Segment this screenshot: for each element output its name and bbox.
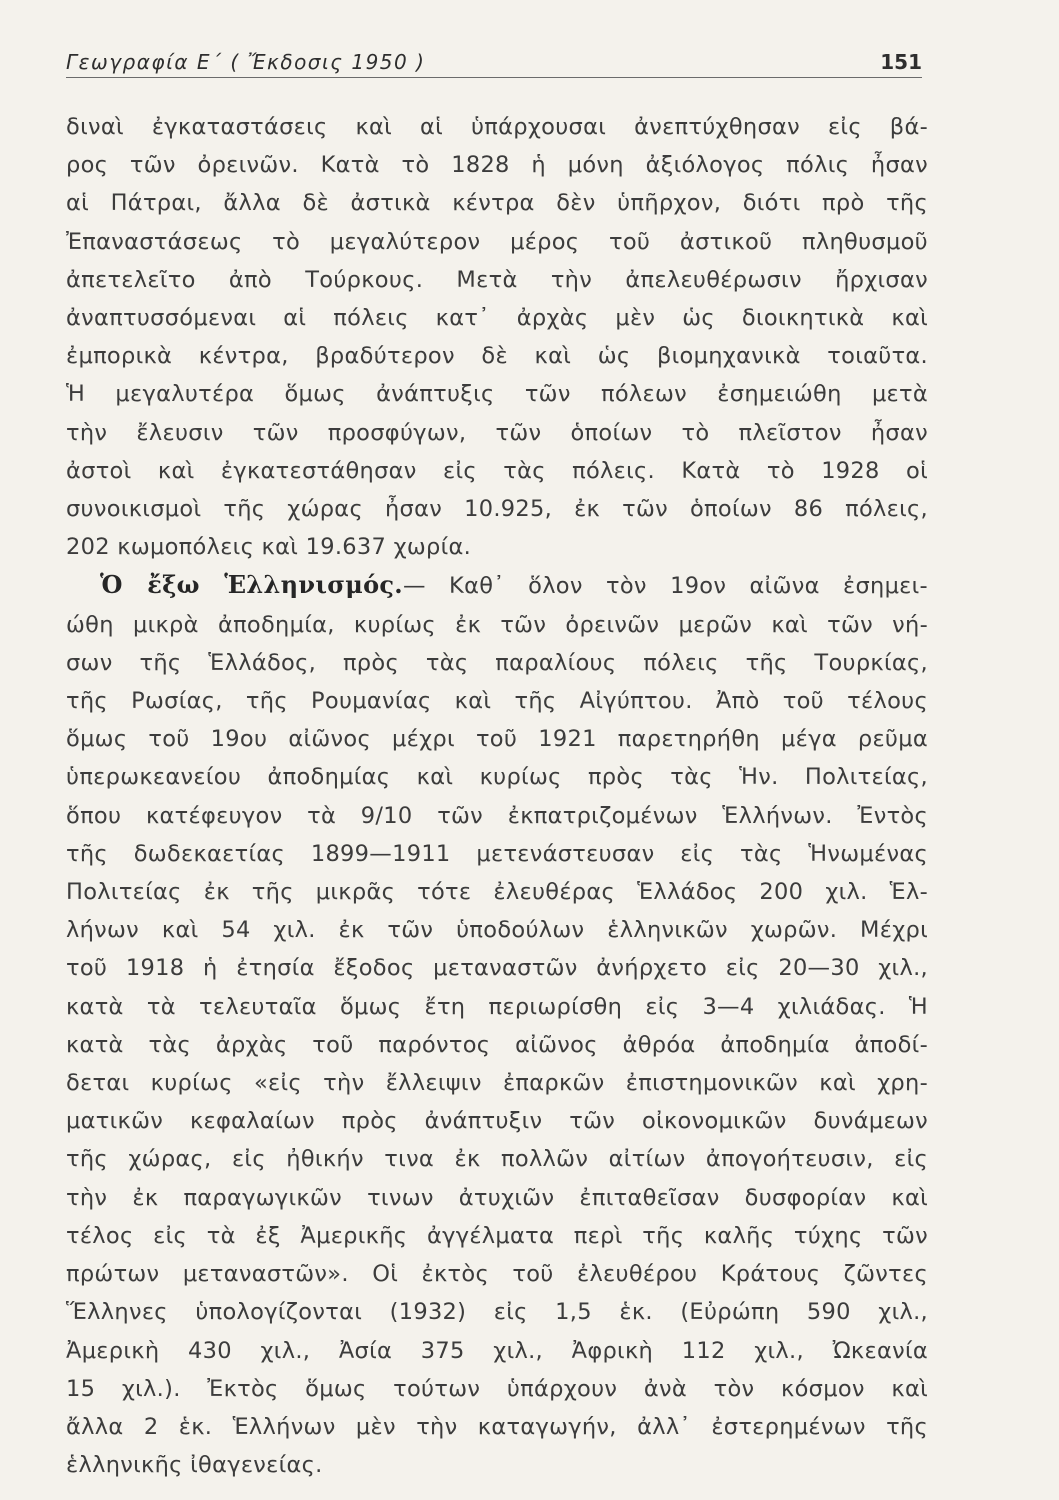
text-line: Ἐπαναστάσεως τὸ μεγαλύτερον μέρος τοῦ ἀστικοῦ πληθυσμοῦ [66,228,928,255]
section-first-line [66,566,928,605]
text-line: τῆς χώρας, εἰς ἠθικήν τινα ἐκ πολλῶν αἰτίων ἀπογοήτευσιν, εἰς [66,1146,928,1173]
page-number: 151 [880,50,922,74]
text-line: ἐμπορικὰ κέντρα, βραδύτερον δὲ καὶ ὡς βιομηχανικὰ τοιαῦτα. [66,343,928,370]
text-line: τῆς δωδεκαετίας 1899—1911 μετενάστευσαν εἰς τὰς Ἡνωμένας [66,840,928,867]
paragraph-cities [66,108,928,566]
text-line: τῆς Ρωσίας, τῆς Ρουμανίας καὶ τῆς Αἰγύπτου. Ἀπὸ τοῦ τέλους [66,688,928,715]
text-line: τὴν ἐκ παραγωγικῶν τινων ἀτυχιῶν ἐπιταθεῖσαν δυσφορίαν καὶ [66,1184,928,1211]
text-line: ὑπερωκεανείου ἀποδημίας καὶ κυρίως πρὸς τὰς Ἡν. Πολιτείας, [66,764,928,791]
text-line: κατὰ τὰ τελευταῖα ὅμως ἔτη περιωρίσθη εἰς 3—4 χιλιάδας. Ἡ [66,993,928,1020]
text-line: 202 κωμοπόλεις καὶ 19.637 χωρία. [66,534,472,561]
text-line: Ἕλληνες ὑπολογίζονται (1932) εἰς 1,5 ἑκ. (Εὐρώπη 590 χιλ., [66,1299,928,1326]
text-line: δεται κυρίως «εἰς τὴν ἔλλειψιν ἐπαρκῶν ἐπιστημονικῶν καὶ χρη- [66,1070,928,1097]
text-line: λήνων καὶ 54 χιλ. ἐκ τῶν ὑποδούλων ἑλληνικῶν χωρῶν. Μέχρι [66,917,928,944]
text-line: Ἀμερικὴ 430 χιλ., Ἀσία 375 χιλ., Ἀφρικὴ 112 χιλ., Ὠκεανία [66,1337,928,1364]
text-line: ἄλλα 2 ἑκ. Ἑλλήνων μὲν τὴν καταγωγήν, ἀλλ᾽ ἐστερημένων τῆς [66,1413,928,1440]
text-line: κατὰ τὰς ἀρχὰς τοῦ παρόντος αἰῶνος ἀθρόα ἀποδημία ἀποδί- [66,1031,928,1058]
text-line: σων τῆς Ἑλλάδος, πρὸς τὰς παραλίους πόλεις τῆς Τουρκίας, [66,649,928,676]
text-line: αἱ Πάτραι, ἄλλα δὲ ἀστικὰ κέντρα δὲν ὑπῆρχον, διότι πρὸ τῆς [66,190,928,217]
text-line: τὴν ἔλευσιν τῶν προσφύγων, τῶν ὁποίων τὸ πλεῖστον ἦσαν [66,419,928,446]
text-line: ματικῶν κεφαλαίων πρὸς ἀνάπτυξιν τῶν οἰκονομικῶν δυνάμεων [66,1108,928,1135]
text-line: ὅμως τοῦ 19ου αἰῶνος μέχρι τοῦ 1921 παρετηρήθη μέγα ρεῦμα [66,726,928,753]
section-title: Ὁ ἔξω Ἑλληνισμός. [100,570,403,600]
text-line: ἀπετελεῖτο ἀπὸ Τούρκους. Μετὰ τὴν ἀπελευθέρωσιν ἤρχισαν [66,266,928,293]
text-line: ὅπου κατέφευγον τὰ 9/10 τῶν ἐκπατριζομένων Ἑλλήνων. Ἐντὸς [66,802,928,829]
text-line: πρώτων μεταναστῶν». Οἱ ἐκτὸς τοῦ ἐλευθέρου Κράτους ζῶντες [66,1261,928,1288]
page-header [66,50,922,78]
text-line: ἑλληνικῆς ἰθαγενείας. [66,1452,323,1479]
text-line: Ἡ μεγαλυτέρα ὅμως ἀνάπτυξις τῶν πόλεων ἐσημειώθη μετὰ [66,381,928,408]
text-line: Πολιτείας ἐκ τῆς μικρᾶς τότε ἐλευθέρας Ἑλλάδος 200 χιλ. Ἑλ- [66,879,928,906]
text-line: 15 χιλ.). Ἐκτὸς ὅμως τούτων ὑπάρχουν ἀνὰ τὸν κόσμον καὶ [66,1375,928,1402]
section-first-line-text: — Καθ᾽ ὅλον τὸν 19ον αἰῶνα ἐσημει- [402,573,928,600]
running-title: Γεωγραφία Ε΄ ( Ἔκδοσις 1950 ) [66,50,426,74]
body-text [66,108,928,1484]
text-line: τοῦ 1918 ἡ ἐτησία ἔξοδος μεταναστῶν ἀνήρχετο εἰς 20—30 χιλ., [66,955,928,982]
paragraph-greeks-abroad [66,566,928,1484]
text-line: ώθη μικρὰ ἀποδημία, κυρίως ἐκ τῶν ὀρεινῶν μερῶν καὶ τῶν νή- [66,611,928,638]
text-line: ρος τῶν ὀρεινῶν. Κατὰ τὸ 1828 ἡ μόνη ἀξιόλογος πόλις ἦσαν [66,152,928,179]
text-line: συνοικισμοὶ τῆς χώρας ἦσαν 10.925, ἐκ τῶν ὁποίων 86 πόλεις, [66,496,928,523]
text-line: τέλος εἰς τὰ ἐξ Ἀμερικῆς ἀγγέλματα περὶ τῆς καλῆς τύχης τῶν [66,1222,928,1249]
text-line: ἀναπτυσσόμεναι αἱ πόλεις κατ᾽ ἀρχὰς μὲν ὡς διοικητικὰ καὶ [66,305,928,332]
text-line: διναὶ ἐγκαταστάσεις καὶ αἱ ὑπάρχουσαι ἀνεπτύχθησαν εἰς βά- [66,114,928,140]
text-line: ἀστοὶ καὶ ἐγκατεστάθησαν εἰς τὰς πόλεις. Κατὰ τὸ 1928 οἱ [66,457,928,484]
